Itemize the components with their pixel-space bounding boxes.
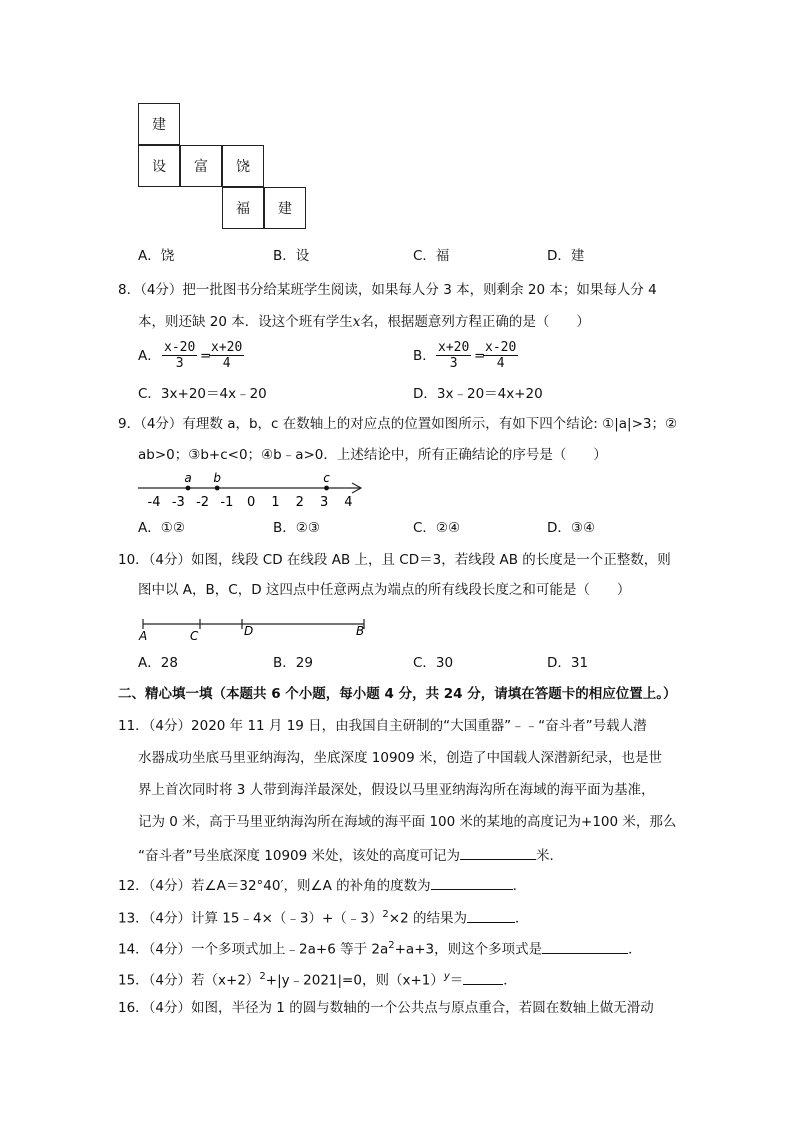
q9-question-line2: ab>0；③b+c<0；④b﹣a>0．上述结论中，所有正确结论的序号是（ ） [138, 447, 607, 463]
q8-option-b-label: B． [413, 348, 436, 364]
q10-point-b-label: B [356, 624, 365, 638]
q12-line: 12．（4分）若∠A＝32°40′，则∠A 的补角的度数为 ． [118, 875, 526, 895]
q8-option-b-right-fraction: $\frac{x-20}{4}$ [485, 340, 517, 371]
tick-label: -4 [147, 495, 161, 510]
q10-question-line1: 10．（4分）如图，线段 CD 在线段 AB 上，且 CD＝3，若线段 AB 的长度是一个正整数，则 [118, 552, 671, 568]
q8-option-a-left-fraction: $\frac{x-20}{3}$ [164, 340, 196, 371]
q8-question-line1: 8．（4分）把一批图书分给某班学生阅读，如果每人分 3 本，则剩余 20 本；如果每人分 4 [118, 282, 657, 298]
tick-label: -2 [196, 495, 210, 510]
q9-option-a: A．①② [138, 520, 185, 536]
q15-answer-blank[interactable] [463, 970, 503, 985]
q13-line: 13．（4分）计算 15﹣4×（﹣3）+（﹣3）$^2$×2 的结果为 ． [118, 909, 529, 927]
q13-answer-blank[interactable] [467, 908, 515, 923]
q11-line2: 水器成功坐底马里亚纳海沟，坐底深度 10909 米，创造了中国载人深潜新纪录，也是世 [138, 750, 663, 766]
q9-option-b: B．②③ [273, 520, 320, 536]
q7-option-a: A．饶 [138, 248, 175, 264]
tick-label: 2 [295, 495, 304, 510]
q10-point-a-label: A [139, 629, 148, 643]
net-cell: 富 [180, 145, 222, 187]
q8-option-d: D．3x﹣20＝4x+20 [413, 386, 543, 402]
point-b-dot [215, 486, 220, 491]
section-heading: 二、精心填一填（本题共 6 个小题，每小题 4 分，共 24 分，请填在答题卡的相应位置上。） [118, 686, 677, 702]
net-cell: 设 [138, 145, 180, 187]
q9-option-c: C．②④ [413, 520, 461, 536]
point-b-label: b [213, 471, 221, 485]
q8-option-b-equals: = [474, 348, 486, 364]
q7-option-b: B．设 [273, 248, 310, 264]
point-c-label: c [323, 471, 330, 485]
net-cell: 饶 [222, 145, 264, 187]
net-cell: 建 [138, 103, 180, 145]
q12-answer-blank[interactable] [431, 875, 513, 890]
q8-option-c: C．3x+20＝4x﹣20 [138, 386, 267, 402]
tick-label: -1 [220, 495, 234, 510]
q8-question-line2: 本，则还缺 20 本．设这个班有学生x名，根据题意列方程正确的是（ ） [138, 314, 590, 330]
q8-option-b-left-fraction: $\frac{x+20}{3}$ [438, 340, 470, 371]
q10-question-line2: 图中以 A，B，C，D 这四点中任意两点为端点的所有线段长度之和可能是（ ） [138, 582, 631, 598]
tick-label: -3 [171, 495, 185, 510]
tick-label: 1 [271, 495, 280, 510]
q10-option-c: C．30 [413, 655, 454, 671]
q10-option-d: D．31 [547, 655, 589, 671]
q10-point-d-label: D [244, 624, 254, 638]
q11-line1: 11．（4分）2020 年 11 月 19 日，由我国自主研制的“大国重器”﹣﹣“奋斗者”号载人潜 [118, 718, 647, 734]
q16-line1: 16．（4分）如图，半径为 1 的圆与数轴的一个公共点与原点重合，若圆在数轴上做无滑动 [118, 1000, 654, 1016]
q15-line: 15．（4分）若$(x+2)^2+|y﹣2021|=0$，则$(x+1)^y=$ ． [118, 971, 517, 989]
tick-label: 0 [247, 495, 256, 510]
q10-option-b: B．29 [273, 655, 313, 671]
q7-option-c: C．福 [413, 248, 450, 264]
q8-option-a-label: A． [138, 348, 161, 364]
q11-line4: 记为 0 米，高于马里亚纳海沟所在海域的海平面 100 米的某地的高度记为+100 米，那么 [138, 814, 677, 830]
q9-option-d: D．③④ [547, 520, 596, 536]
point-c-dot [324, 486, 329, 491]
q8-option-a-equals: = [200, 348, 212, 364]
net-cell: 建 [264, 187, 306, 229]
q10-option-a: A．28 [138, 655, 178, 671]
q10-segment-figure [136, 612, 376, 644]
q14-answer-blank[interactable] [542, 939, 628, 954]
q10-point-c-label: C [190, 629, 199, 643]
tick-label: 3 [319, 495, 329, 510]
q11-answer-blank[interactable] [460, 845, 536, 860]
point-a-label: a [184, 471, 192, 485]
q9-question-line1: 9．（4分）有理数 a，b，c 在数轴上的对应点的位置如图所示，有如下四个结论: ①|a|>3；② [118, 416, 678, 432]
q14-line: 14．（4分）一个多项式加上﹣2a+6 等于 $2a^2+a+3$，则这个多项式是 ． [118, 940, 642, 958]
q7-option-d: D．建 [547, 248, 585, 264]
q11-line5: “奋斗者”号坐底深度 10909 米处，该处的高度可记为 米． [138, 845, 563, 865]
net-cell: 福 [222, 187, 264, 229]
q9-number-line [130, 470, 370, 512]
tick-label: 4 [344, 495, 353, 510]
q8-option-a-right-fraction: $\frac{x+20}{4}$ [211, 340, 243, 371]
point-a-dot [186, 486, 191, 491]
q11-line3: 界上首次同时将 3 人带到海洋最深处，假设以马里亚纳海沟所在海域的海平面为基准， [138, 782, 655, 798]
